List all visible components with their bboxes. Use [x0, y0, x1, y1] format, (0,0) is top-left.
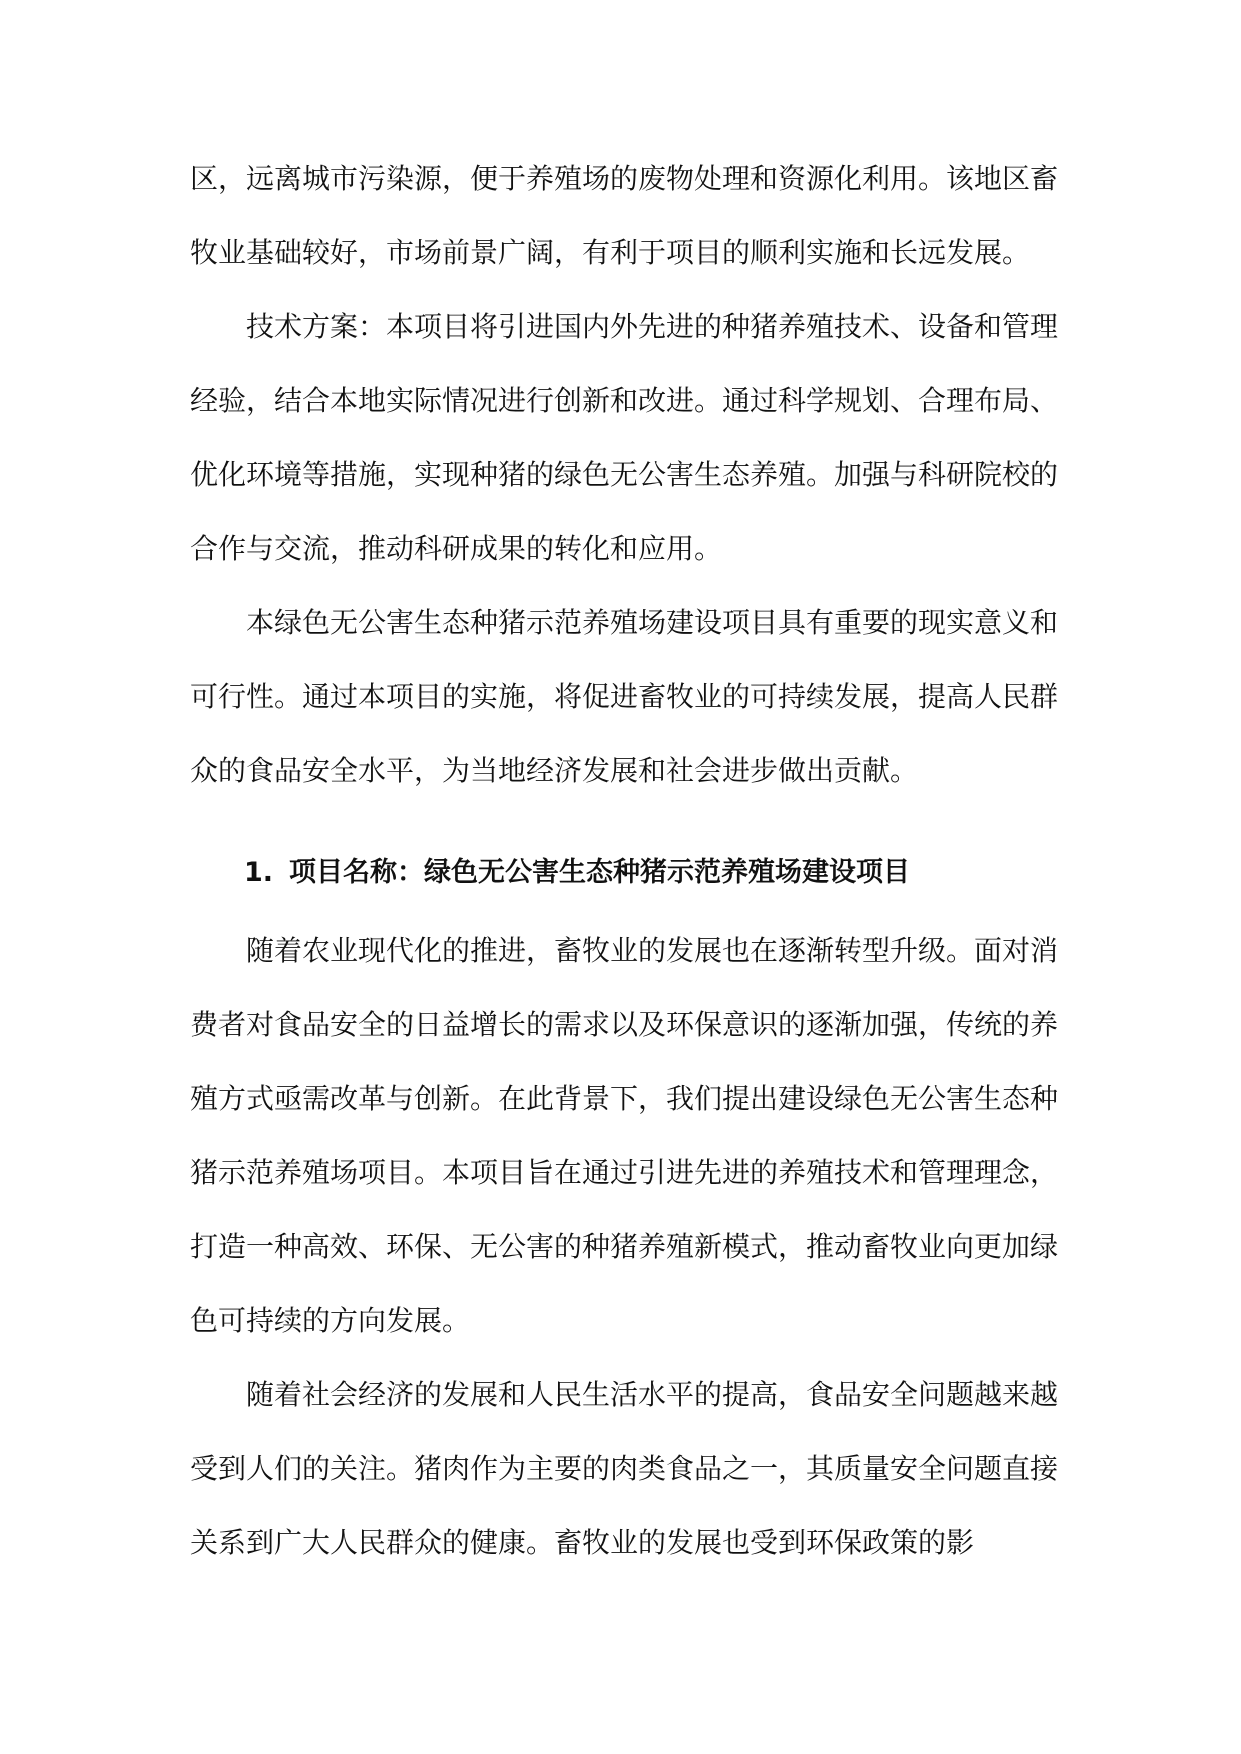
section-heading	[190, 838, 1058, 908]
section-title: 项目名称：绿色无公害生态种猪示范养殖场建设项目	[289, 857, 911, 888]
section-spacer	[190, 808, 1058, 838]
paragraph-location-continued: 区，远离城市污染源，便于养殖场的废物处理和资源化利用。该地区畜牧业基础较好，市场前景广阔，有利于项目的顺利实施和长远发展。	[190, 162, 1059, 269]
paragraph-food-safety: 随着社会经济的发展和人民生活水平的提高，食品安全问题越来越受到人们的关注。猪肉作为主要的肉类食品之一，其质量安全问题直接关系到广大人民群众的健康。畜牧业的发展也受到环保政策的影	[190, 1378, 1059, 1559]
paragraph-background: 随着农业现代化的推进，畜牧业的发展也在逐渐转型升级。面对消费者对食品安全的日益增长的需求以及环保意识的逐渐加强，传统的养殖方式亟需改革与创新。在此背景下，我们提出建设绿色无公害生态种猪示范养殖场项目。本项目旨在通过引进先进的养殖技术和管理理念，打造一种高效、环保、无公害的种猪养殖新模式，推动畜牧业向更加绿色可持续的方向发展。	[190, 934, 1059, 1337]
paragraph-technical-plan: 技术方案：本项目将引进国内外先进的种猪养殖技术、设备和管理经验，结合本地实际情况进行创新和改进。通过科学规划、合理布局、优化环境等措施，实现种猪的绿色无公害生态养殖。加强与科研院校的合作与交流，推动科研成果的转化和应用。	[190, 310, 1059, 565]
paragraph-significance: 本绿色无公害生态种猪示范养殖场建设项目具有重要的现实意义和可行性。通过本项目的实施，将促进畜牧业的可持续发展，提高人民群众的食品安全水平，为当地经济发展和社会进步做出贡献。	[190, 606, 1059, 787]
section-number: 1.	[244, 857, 274, 888]
document-body	[190, 142, 1058, 1580]
